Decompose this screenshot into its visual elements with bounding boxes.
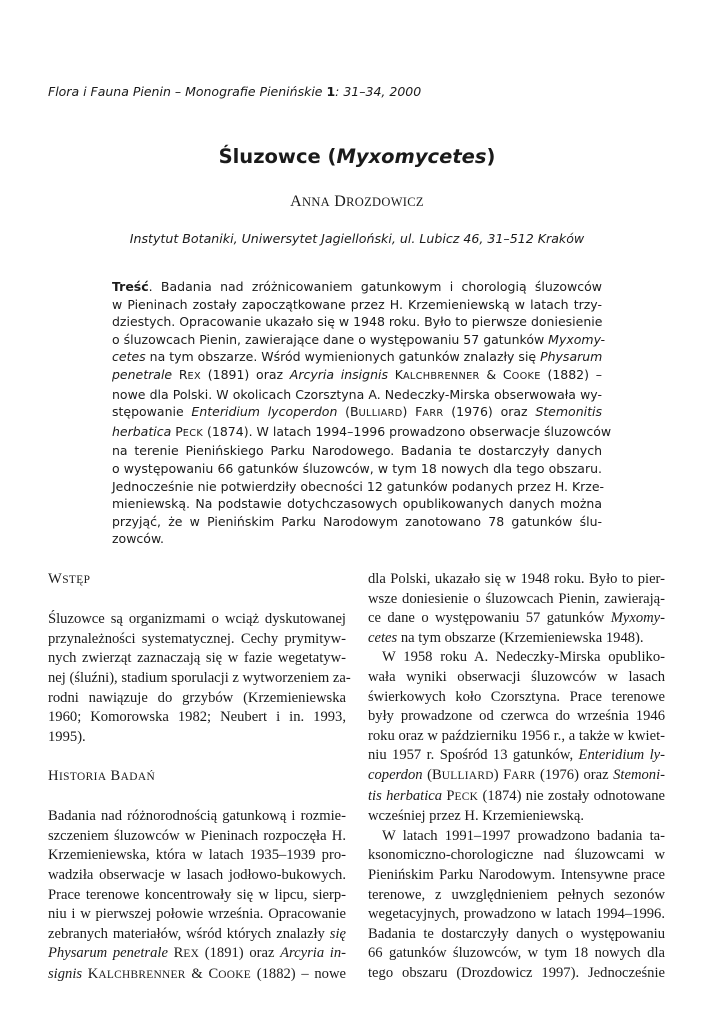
author-name — [0, 193, 714, 211]
page-range: : 31–34, 2000 — [335, 84, 422, 99]
abstract-line: o występowaniu 66 gatunków śluzowców, w tym 18 nowych dla tego obszaru. — [112, 460, 602, 476]
abstract-line: nowe dla Polski. W okolicach Czorsztyna A. Nedeczky-Mirska obserwowała wy- — [112, 386, 602, 402]
body-line: przynależności systematycznej. Cechy prymityw- — [48, 630, 346, 647]
body-line: Śluzowce są organizmami o wciąż dyskutowanej — [48, 611, 346, 628]
title-latin: Myxomycetes — [336, 145, 487, 168]
body-line: 1960; Komorowska 1982; Neubert i in. 1993, — [48, 709, 346, 726]
abstract-line: herbatica PECK (1874). W latach 1994–1996 prowadzono obserwacje śluzowców — [112, 423, 612, 439]
abstract-line: mieniewską. Na podstawie dotychczasowych opublikowanych danych można — [112, 496, 602, 512]
abstract — [112, 278, 612, 548]
body-line: cetes na tym obszarze (Krzemieniewska 1948). — [368, 629, 644, 646]
body-line: szczeniem śluzowców w Pieninach rozpoczęła H. — [48, 827, 346, 844]
body-line: wadziła obserwacje w lasach jodłowo-bukowych. — [48, 866, 346, 883]
abstract-line: przyjąć, że w Pienińskim Parku Narodowym zanotowano 78 gatunków ślu- — [112, 513, 602, 529]
body-line: rodni nawiązuje do grzybów (Krzemieniewska — [48, 689, 346, 706]
running-head — [48, 84, 421, 99]
body-line: roku oraz w październiku 1956 r., a także w kwiet- — [368, 727, 665, 744]
author-first-initial: A — [290, 193, 302, 210]
section-heading-historia: HISTORIA BADAŃ — [48, 767, 156, 784]
journal-name: Flora i Fauna Pienin – Monografie Pienińskie — [48, 84, 323, 99]
abstract-line: w Pieninach zostały zapoczątkowane przez H. Krzemieniewską w latach trzy- — [112, 296, 602, 312]
right-column — [368, 570, 665, 983]
volume-number: 1 — [326, 84, 336, 99]
abstract-line: Jednocześnie nie potwierdziły obecności 12 gatunków podanych przez H. Krze- — [112, 478, 605, 494]
abstract-line: Treść. Badania nad zróżnicowaniem gatunkowym i chorologią śluzowców — [112, 279, 602, 294]
body-line: signis KALCHBRENNER & COOKE (1882) – nowe — [48, 965, 346, 982]
body-line: Badania nad różnorodnością gatunkową i rozmie- — [48, 808, 346, 825]
author-first-rest: NNA — [302, 195, 330, 209]
abstract-line: o śluzowcach Pienin, zawierające dane o występowaniu 57 gatunków Myxomy- — [112, 331, 606, 347]
body-line: wsze doniesienie o śluzowcach Pienin, zawierają- — [368, 590, 665, 607]
title-close: ) — [486, 145, 496, 168]
body-line: niu i w pierwszej połowie września. Opracowanie — [48, 906, 346, 923]
left-column — [48, 570, 351, 985]
abstract-line: cetes na tym obszarze. Wśród wymienionych gatunków znalazły się Physarum — [112, 349, 603, 365]
body-line: świerkowych koło Czorsztyna. Prace terenowe — [368, 688, 665, 705]
body-line: Krzemieniewska, która w latach 1935–1939 pro- — [48, 847, 346, 864]
author-last-initial: D — [334, 193, 347, 210]
abstract-line: na terenie Pienińskiego Parku Narodowego. Badania te dostarczyły danych — [112, 443, 602, 459]
body-line: ce dane o występowaniu 57 gatunków Myxomy- — [368, 610, 665, 627]
body-line: dla Polski, ukazało się w 1948 roku. Było to pier- — [368, 571, 665, 587]
body-line: Pienińskim Parku Narodowym. Intensywne prace — [368, 866, 665, 883]
body-line: 1995). — [48, 728, 86, 745]
body-line: niu 1957 r. Spośród 13 gatunków, Enteridium ly- — [368, 747, 665, 764]
abstract-line: zowców. — [112, 531, 165, 547]
body-line: coperdon (BULLIARD) FARR (1976) oraz Stemoni- — [368, 766, 665, 783]
author-last-rest: ROZDOWICZ — [346, 195, 424, 209]
section-heading-wstep: WSTĘP — [48, 571, 91, 587]
body-line: nej (śluźni), stadium sporulacji z wytworzeniem za- — [48, 669, 351, 686]
body-line: Prace terenowe koncentrowały się w lipcu, sierp- — [48, 886, 346, 903]
abstract-label: Treść — [112, 279, 149, 294]
body-line: wegetacyjnych, prowadzono w latach 1994–1996. — [368, 906, 665, 923]
body-line: były prowadzone od czerwca do września 1946 — [368, 708, 665, 725]
affiliation: Instytut Botaniki, Uniwersytet Jagielloński, ul. Lubicz 46, 31–512 Kraków — [129, 231, 585, 246]
body-line: W latach 1991–1997 prowadzono badania ta- — [382, 827, 665, 844]
body-line: tis herbatica PECK (1874) nie zostały odnotowane — [368, 787, 666, 804]
body-line: terenowe, z uwzględnieniem pełnych sezonów — [368, 886, 665, 903]
body-line: ksonomiczno-chorologiczne nad śluzowcami w — [368, 847, 665, 864]
abstract-line: penetrale REX (1891) oraz Arcyria insignis KALCHBRENNER & COOKE (1882) – — [112, 366, 602, 382]
body-line: Physarum penetrale REX (1891) oraz Arcyria in- — [48, 945, 346, 962]
body-line: tego obszaru (Drozdowicz 1997). Jednocześnie — [368, 964, 665, 981]
title-text: Śluzowce ( — [218, 145, 337, 168]
body-line: 66 gatunków śluzowców, w tym 18 nowych dla — [368, 945, 665, 962]
body-line: W 1958 roku A. Nedeczky-Mirska opubliko- — [382, 649, 665, 666]
article-title — [0, 145, 714, 168]
body-line: nych zwierząt zaznaczają się w fazie wegetatyw- — [48, 650, 346, 667]
abstract-line: stępowanie Enteridium lycoperdon (BULLIARD) FARR (1976) oraz Stemonitis — [112, 404, 602, 420]
body-line: zebranych materiałów, wśród których znalazły się — [48, 925, 346, 942]
abstract-line: dziestych. Opracowanie ukazało się w 1948 roku. Było to pierwsze doniesienie — [112, 314, 603, 330]
body-line: Badania te dostarczyły danych o występowaniu — [368, 925, 665, 942]
body-line: wcześniej przez H. Krzemieniewską. — [368, 808, 584, 825]
body-line: wała wyniki obserwacji śluzowców w lasach — [368, 668, 665, 685]
